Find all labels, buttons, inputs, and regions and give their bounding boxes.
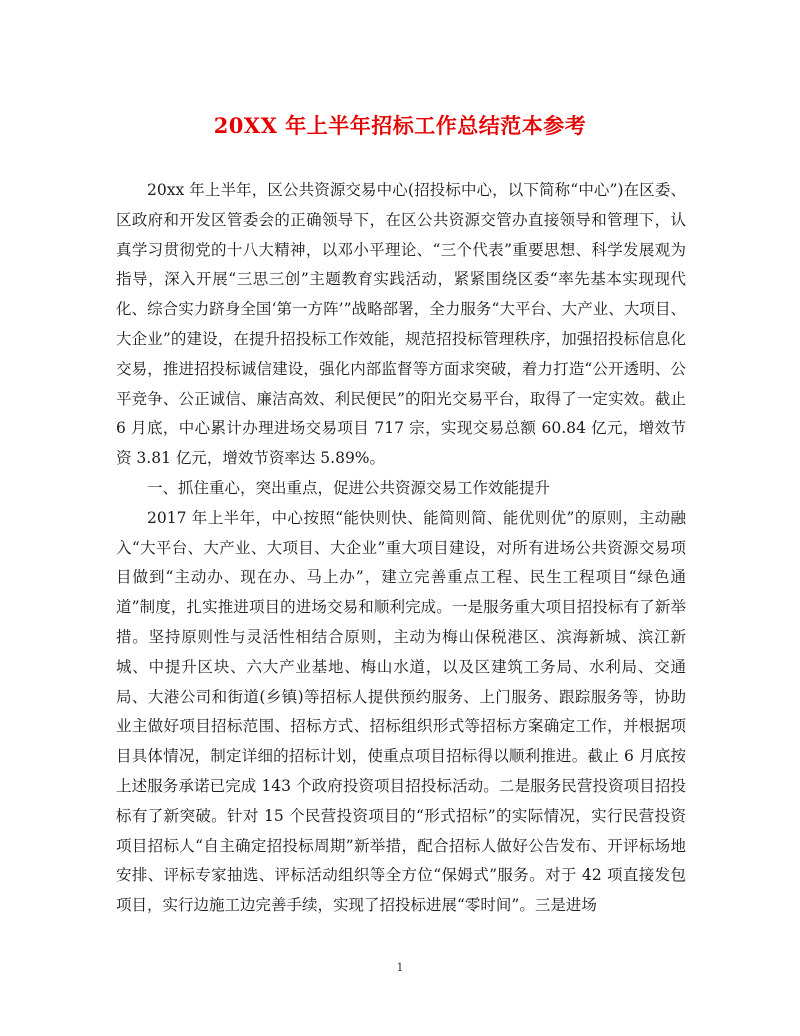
page-number: 1 <box>396 961 404 974</box>
intro-paragraph: 20xx 年上半年，区公共资源交易中心(招投标中心，以下简称“中心”)在区委、区政府和开发区管委会的正确领导下，在区公共资源交管办直接领导和管理下，认真学习贯彻党的十八大精神，以邓小平理论、“三个代表”重要思想、科学发展观为指导，深入开展“三思三创”主题教育实践活动，紧紧围绕区委“率先基本实现现代化、综合实力跻身全国‘第一方阵’”战略部署，全力服务“大平台、大产业、大项目、大企业”的建设，在提升招投标工作效能，规范招投标管理秩序，加强招投标信息化交易，推进招投标诚信建设，强化内部监督等方面求突破，着力打造“公开透明、公平竞争、公正诚信、廉洁高效、利民便民”的阳光交易平台，取得了一定实效。截止 6 月底，中心累计办理进场交易项目 717 宗，实现交易总额 60.84 亿元，增效节资 3.81 亿元，增效节资率达 5.89%。 <box>116 181 686 468</box>
document-body <box>116 176 686 921</box>
section-heading: 一、抓住重心，突出重点，促进公共资源交易工作效能提升 <box>147 478 551 497</box>
section-paragraph: 2017 年上半年，中心按照“能快则快、能简则简、能优则优”的原则，主动融入“大平台、大产业、大项目、大企业”重大项目建设，对所有进场公共资源交易项目做到“主动办、现在办、马上办”，建立完善重点工程、民生工程项目“绿色通道”制度，扎实推进项目的进场交易和顺利完成。一是服务重大项目招投标有了新举措。坚持原则性与灵活性相结合原则，主动为梅山保税港区、滨海新城、滨江新城、中提升区块、六大产业基地、梅山水道，以及区建筑工务局、水利局、交通局、大港公司和街道(乡镇)等招标人提供预约服务、上门服务、跟踪服务等，协助业主做好项目招标范围、招标方式、招标组织形式等招标方案确定工作，并根据项目具体情况，制定详细的招标计划，使重点项目招标得以顺利推进。截止 6 月底按上述服务承诺已完成 143 个政府投资项目招投标活动。二是服务民营投资项目招投标有了新突破。针对 15 个民营投资项目的“形式招标”的实际情况，实行民营投资项目招标人“自主确定招投标周期”新举措，配合招标人做好公告发布、开评标场地安排、评标专家抽选、评标活动组织等全方位“保姆式”服务。对于 42 项直接发包项目，实行边施工边完善手续，实现了招投标进展“零时间”。三是进场 <box>116 508 686 915</box>
document-title: 20XX 年上半年招标工作总结范本参考 <box>213 113 587 138</box>
